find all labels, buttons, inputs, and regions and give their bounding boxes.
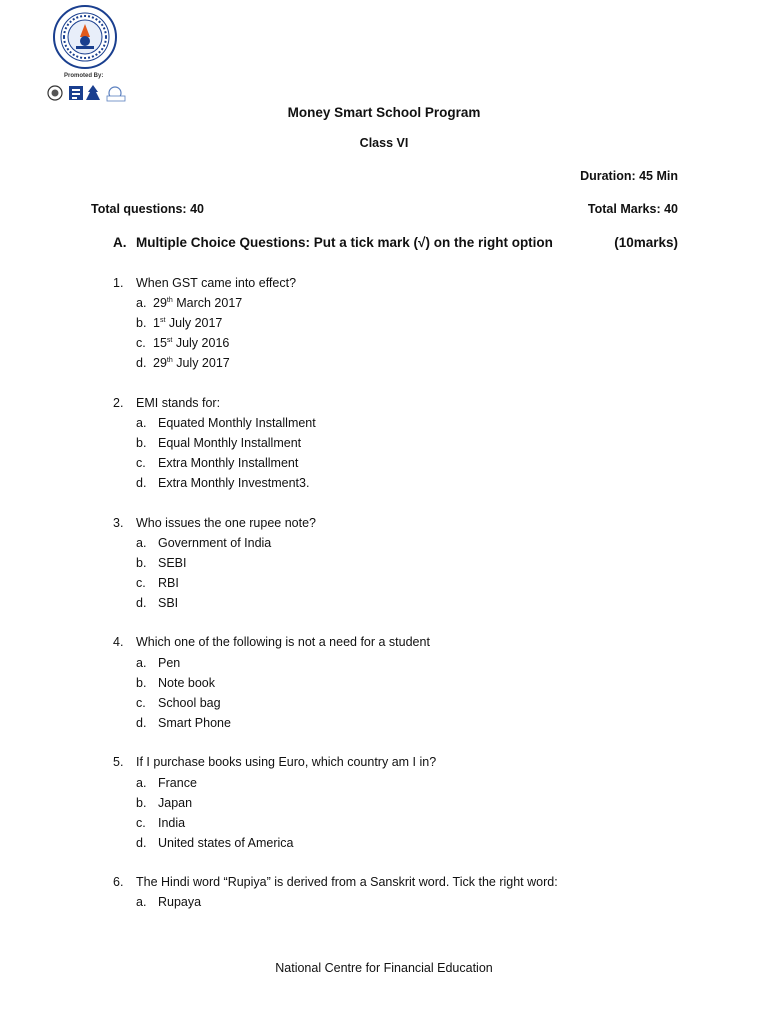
duration-label: Duration: 45 Min	[580, 169, 678, 183]
page-title: Money Smart School Program	[287, 105, 481, 120]
option-letter: b.	[136, 436, 147, 450]
option-letter: a.	[136, 416, 147, 430]
option-letter: a.	[136, 776, 147, 790]
option-text: Government of India	[158, 536, 272, 550]
option-letter: c.	[136, 576, 146, 590]
total-marks-label: Total Marks: 40	[587, 202, 678, 216]
question-number: 5.	[113, 755, 124, 769]
sebi-icon	[69, 86, 83, 100]
ncfe-logo	[52, 4, 118, 70]
question-number: 1.	[113, 276, 124, 290]
pfrda-icon	[107, 87, 125, 101]
partner-logos	[47, 82, 131, 104]
question-text: Who issues the one rupee note?	[136, 516, 316, 530]
option-text: Extra Monthly Installment	[158, 456, 299, 470]
question-text: When GST came into effect?	[136, 276, 297, 290]
total-questions-label: Total questions: 40	[91, 202, 204, 216]
option-text: 29th July 2017	[153, 356, 230, 370]
irdai-icon	[86, 85, 100, 100]
option-text: Equal Monthly Installment	[158, 436, 302, 450]
rbi-seal-icon	[48, 86, 62, 100]
option-letter: d.	[136, 596, 147, 610]
option-text: Extra Monthly Investment3.	[158, 476, 310, 490]
option-text: RBI	[158, 576, 179, 590]
question-number: 3.	[113, 516, 124, 530]
option-text: France	[158, 776, 197, 790]
option-letter: c.	[136, 456, 146, 470]
option-text: Equated Monthly Installment	[158, 416, 316, 430]
option-text: 15st July 2016	[153, 336, 230, 350]
option-letter: c.	[136, 336, 146, 350]
question-number: 4.	[113, 635, 124, 649]
option-letter: d.	[136, 836, 147, 850]
option-text: Smart Phone	[158, 716, 231, 730]
question-text: EMI stands for:	[136, 396, 221, 410]
option-text: Note book	[158, 676, 215, 690]
question-number: 6.	[113, 875, 124, 889]
option-letter: b.	[136, 676, 147, 690]
option-letter: a.	[136, 895, 147, 909]
question-text: If I purchase books using Euro, which country am I in?	[136, 755, 437, 769]
option-letter: a.	[136, 656, 147, 670]
option-text: SBI	[158, 596, 179, 610]
option-text: 29th March 2017	[153, 296, 243, 310]
question-text: Which one of the following is not a need for a student	[136, 635, 430, 649]
option-text: India	[158, 816, 186, 830]
option-text: United states of America	[158, 836, 294, 850]
option-letter: a.	[136, 296, 147, 310]
option-letter: a.	[136, 536, 147, 550]
section-marks: (10marks)	[614, 235, 678, 250]
option-text: Rupaya	[158, 895, 202, 909]
promoted-by-label: Promoted By:	[64, 73, 104, 79]
option-letter: d.	[136, 716, 147, 730]
option-text: School bag	[158, 696, 221, 710]
option-text: Japan	[158, 796, 193, 810]
option-letter: d.	[136, 356, 147, 370]
option-letter: d.	[136, 476, 147, 490]
option-letter: c.	[136, 696, 146, 710]
section-heading: Multiple Choice Questions: Put a tick mark (√) on the right option	[136, 235, 553, 250]
question-text: The Hindi word “Rupiya” is derived from a Sanskrit word. Tick the right word:	[136, 875, 558, 889]
option-text: Pen	[158, 656, 181, 670]
option-letter: b.	[136, 556, 147, 570]
section-letter: A.	[113, 235, 127, 250]
option-letter: c.	[136, 816, 146, 830]
class-label: Class VI	[359, 136, 409, 150]
option-text: 1st July 2017	[153, 316, 223, 330]
option-letter: b.	[136, 316, 147, 330]
option-letter: b.	[136, 796, 147, 810]
page-footer: National Centre for Financial Education	[275, 961, 493, 975]
question-number: 2.	[113, 396, 124, 410]
option-text: SEBI	[158, 556, 187, 570]
